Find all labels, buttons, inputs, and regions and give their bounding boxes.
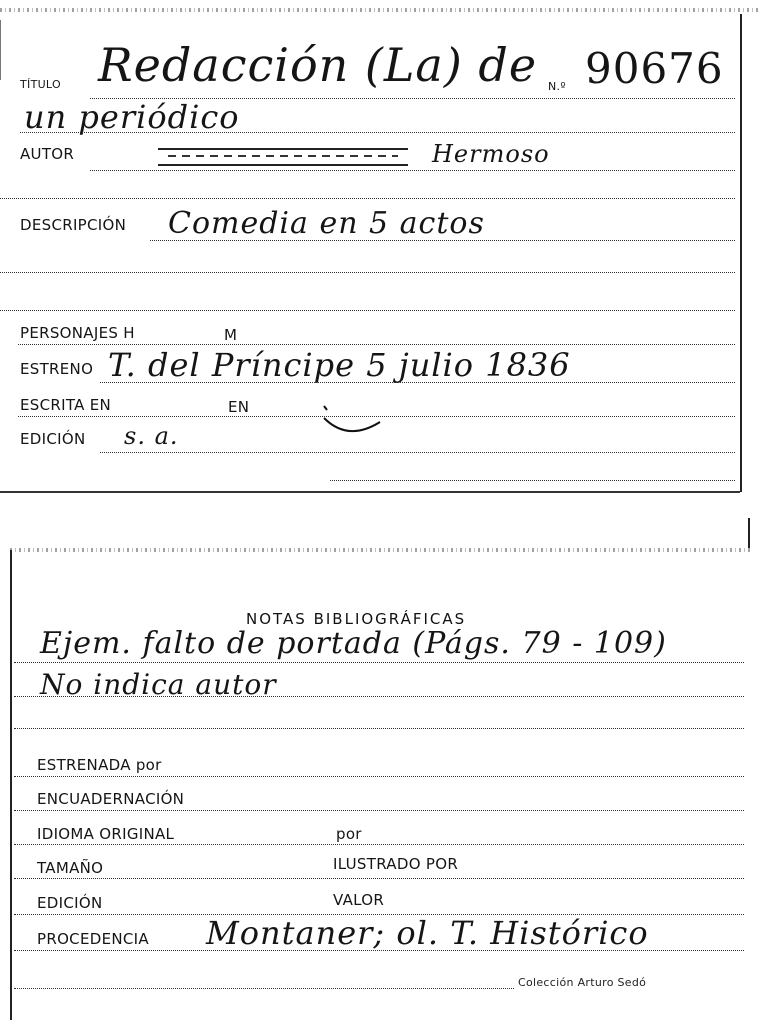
notas-handwritten-line2: No indica autor xyxy=(40,668,277,701)
escrita-en-label: ESCRITA EN xyxy=(20,396,112,414)
catalog-card-front xyxy=(0,0,759,494)
valor-label: VALOR xyxy=(333,891,385,909)
descripcion-label: DESCRIPCIÓN xyxy=(20,216,127,234)
notas-rule-3 xyxy=(14,728,744,729)
personajes-rule xyxy=(18,344,735,345)
bottom-rule xyxy=(330,480,735,481)
numero-label: N.º xyxy=(548,80,566,93)
estreno-handwritten: T. del Príncipe 5 julio 1836 xyxy=(108,346,571,384)
collection-credit: Colección Arturo Sedó xyxy=(518,976,647,989)
autor-rule xyxy=(90,170,735,171)
notas-handwritten-line1: Ejem. falto de portada (Págs. 79 - 109) xyxy=(40,626,667,661)
personajes-h-label: PERSONAJES H xyxy=(20,324,135,342)
procedencia-rule xyxy=(14,950,744,951)
tamano-rule xyxy=(14,878,744,879)
left-card-edge-2 xyxy=(10,550,12,1020)
autor-handwritten: Hermoso xyxy=(432,140,550,168)
top-edge-speckle-2 xyxy=(10,548,750,552)
notas-heading: NOTAS BIBLIOGRÁFICAS xyxy=(246,610,467,628)
titulo-rule-2 xyxy=(20,132,735,133)
procedencia-label: PROCEDENCIA xyxy=(37,930,149,948)
escrita-en-2-label: EN xyxy=(228,398,250,416)
autor-rule-2 xyxy=(0,198,735,199)
numero-handwritten: 90676 xyxy=(585,44,724,93)
descripcion-rule-3 xyxy=(0,310,735,311)
notas-rule-2 xyxy=(14,696,744,697)
estreno-rule xyxy=(100,382,735,383)
encuadernacion-label: ENCUADERNACIÓN xyxy=(37,790,185,808)
pen-stroke-mark xyxy=(318,400,388,440)
top-edge-speckle xyxy=(0,8,759,12)
titulo-handwritten-line1: Redacción (La) de xyxy=(98,38,538,92)
estrenada-por-label: ESTRENADA por xyxy=(37,756,162,774)
encuadernacion-rule xyxy=(14,810,744,811)
bottom-rule-2 xyxy=(14,988,514,989)
ilustrado-por-label: ILUSTRADO POR xyxy=(333,855,459,873)
estrenada-rule xyxy=(14,776,744,777)
idioma-original-label: IDIOMA ORIGINAL xyxy=(37,825,175,843)
edicion-rule xyxy=(100,452,735,453)
tamano-label: TAMAÑO xyxy=(37,859,104,877)
bottom-card-edge xyxy=(0,491,740,493)
edicion-label: EDICIÓN xyxy=(20,430,86,448)
edicion-handwritten: s. a. xyxy=(124,422,179,450)
edicion-back-label: EDICIÓN xyxy=(37,894,103,912)
por-label: por xyxy=(336,825,362,843)
autor-struck-out-text xyxy=(158,148,408,166)
titulo-handwritten-line2: un periódico xyxy=(24,98,240,136)
notas-rule-1 xyxy=(14,662,744,663)
catalog-card-back xyxy=(0,540,759,1028)
left-card-edge xyxy=(0,20,1,80)
estreno-label: ESTRENO xyxy=(20,360,94,378)
personajes-m-label: M xyxy=(224,326,238,344)
autor-label: AUTOR xyxy=(20,145,75,163)
procedencia-handwritten: Montaner; ol. T. Histórico xyxy=(206,914,649,952)
idioma-rule xyxy=(14,844,744,845)
titulo-label: TÍTULO xyxy=(20,78,61,91)
descripcion-handwritten: Comedia en 5 actos xyxy=(168,206,485,241)
descripcion-rule-2 xyxy=(0,272,735,273)
right-card-edge-2 xyxy=(748,518,750,548)
descripcion-rule xyxy=(150,240,735,241)
right-card-edge xyxy=(740,14,742,492)
